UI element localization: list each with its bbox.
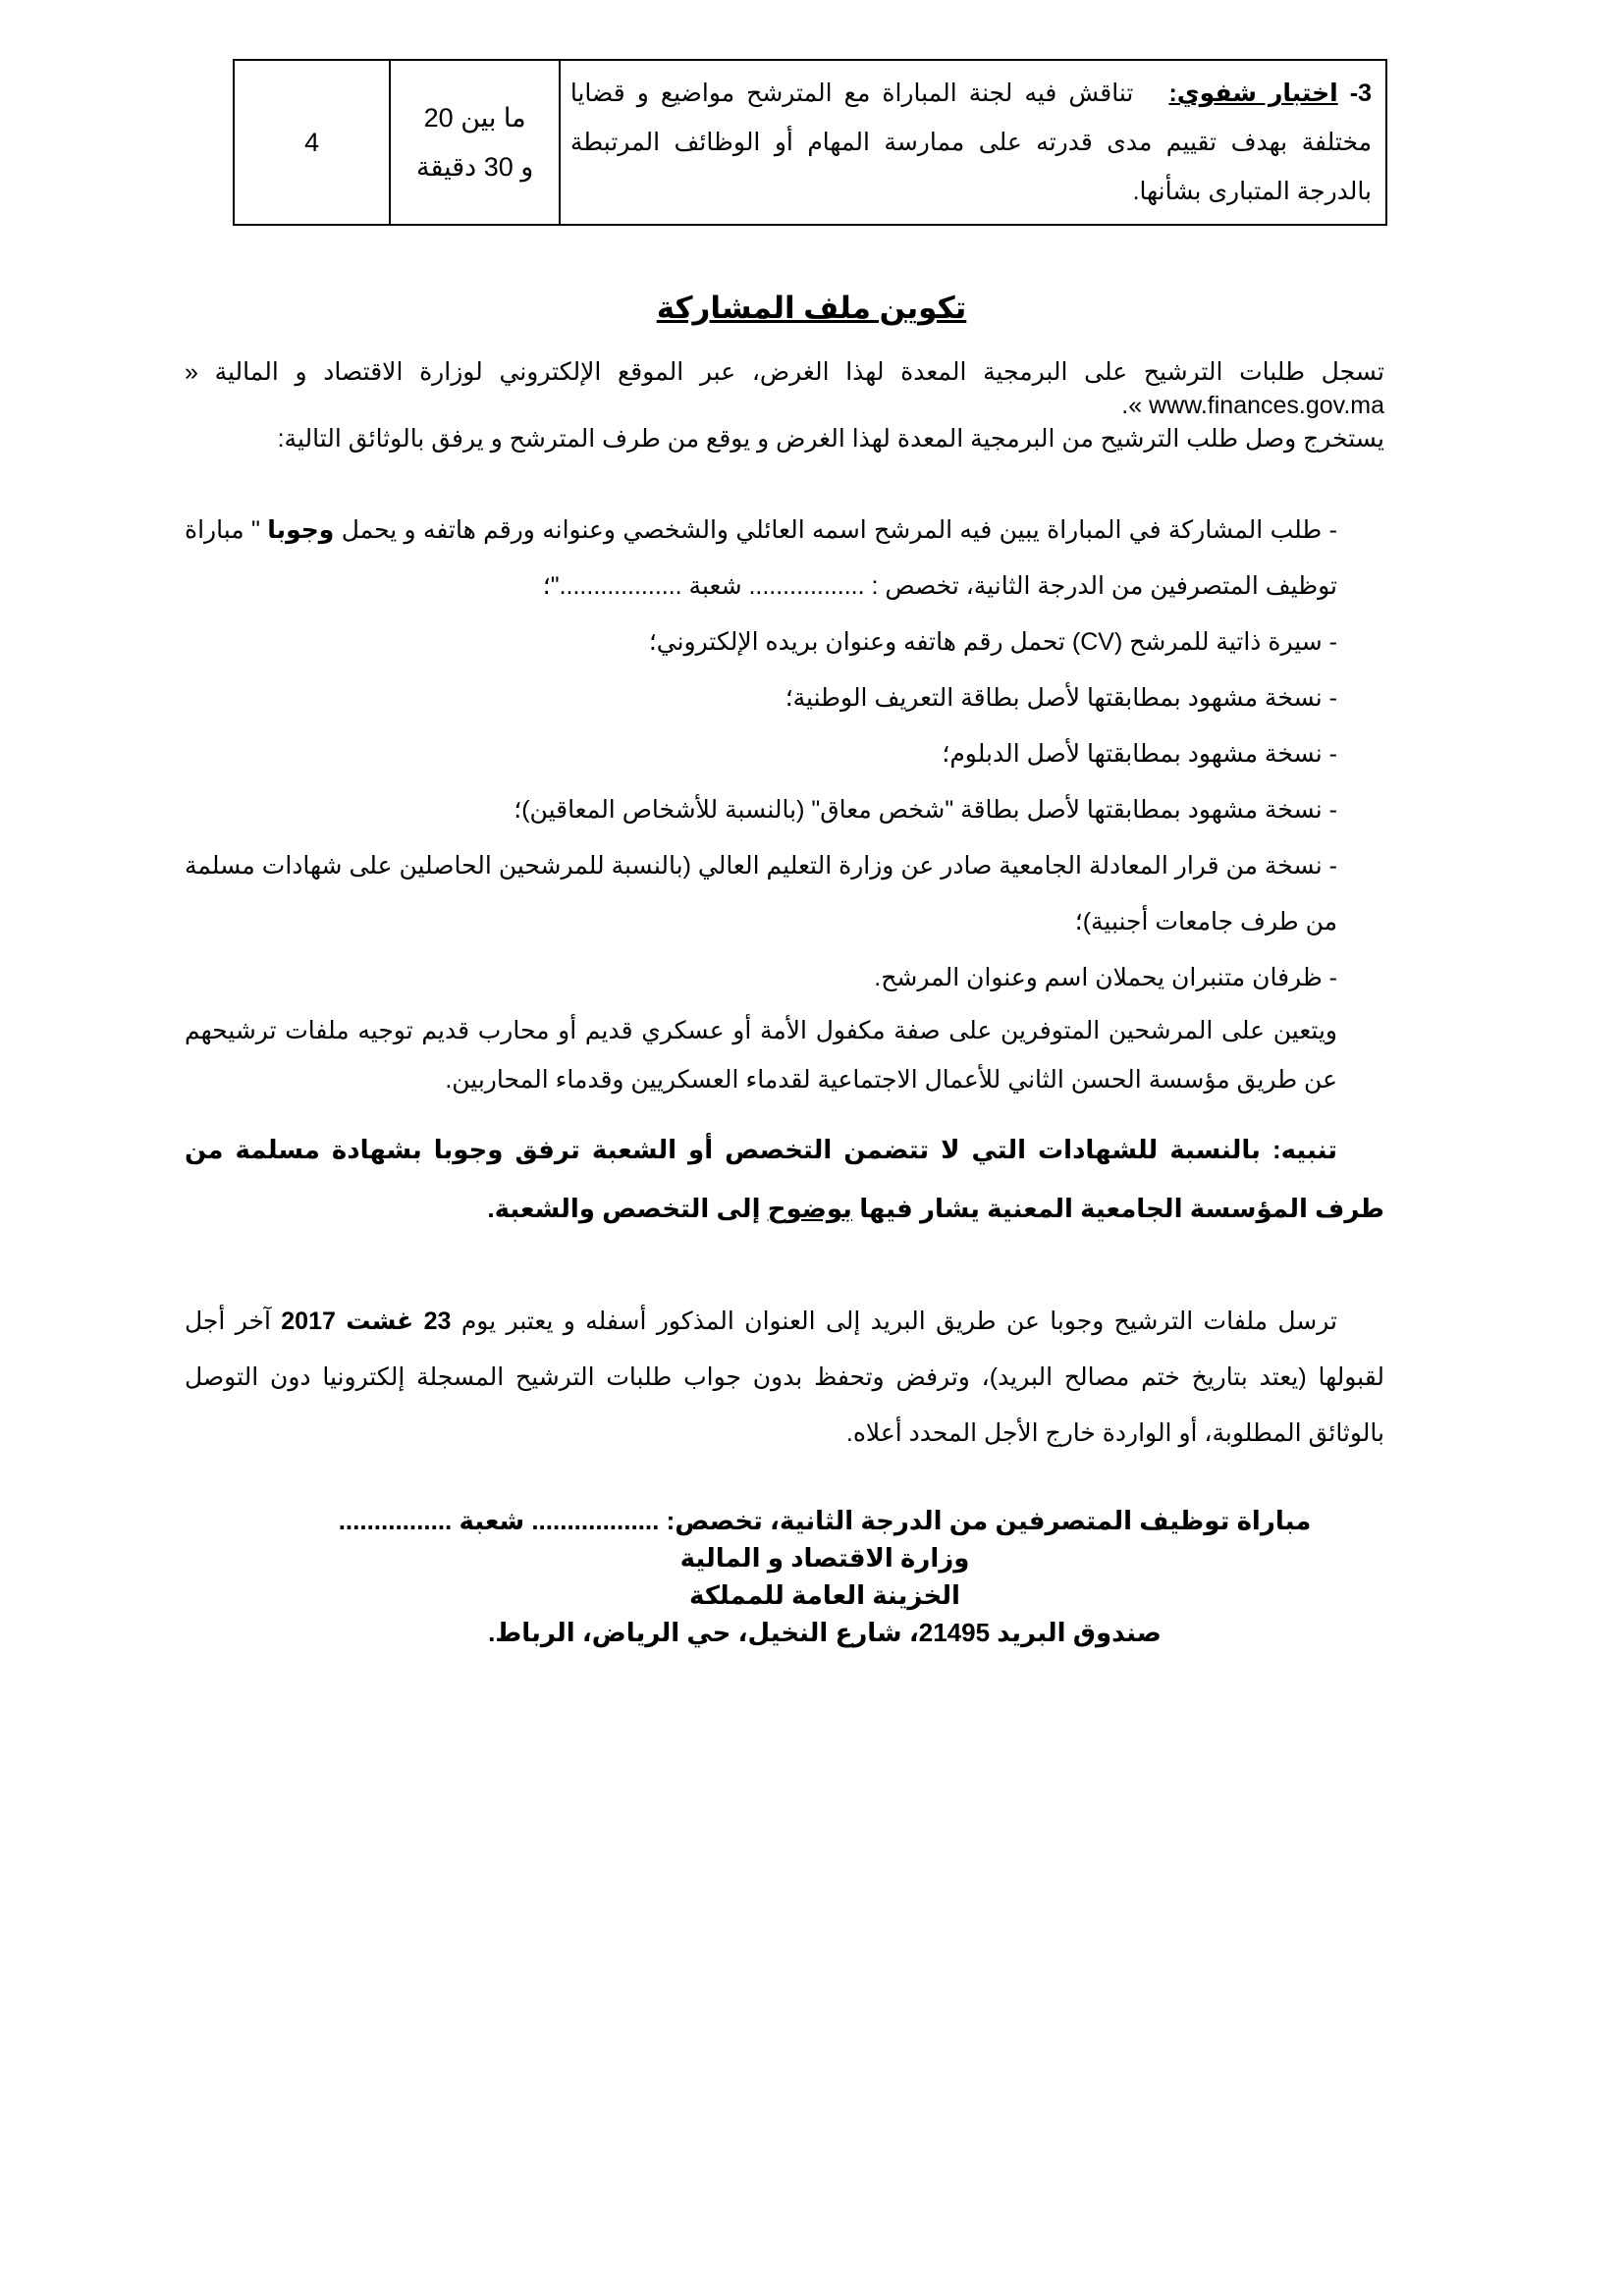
exam-number: 3- — [1349, 80, 1373, 107]
address-line3: الخزينة العامة للمملكة — [689, 1580, 960, 1610]
duration-line2: و 30 دقيقة — [415, 152, 534, 182]
notice-label: تنبيه: — [1271, 1135, 1337, 1164]
notice-underlined: بوضوح — [767, 1194, 852, 1223]
item1-text: - طلب المشاركة في المباراة يبين فيه المرشح اسمه العائلي والشخصي وعنوانه ورقم هاتفه و يحمل — [341, 516, 1337, 544]
list-item: - نسخة مشهود بمطابقتها لأصل بطاقة التعريف الوطنية؛ — [784, 684, 1337, 712]
address-line2: وزارة الاقتصاد و المالية — [679, 1543, 970, 1573]
intro-paragraph — [185, 355, 1384, 455]
list-item — [185, 503, 1384, 614]
list-item: - نسخة مشهود بمطابقتها لأصل الدبلوم؛ — [942, 740, 1337, 768]
section-title: تكوين ملف المشاركة — [656, 291, 967, 325]
exam-coefficient-cell: 4 — [234, 60, 390, 225]
address-line4: صندوق البريد 21495، شارع النخيل، حي الرياض، الرباط. — [488, 1618, 1162, 1647]
list-item: - نسخة مشهود بمطابقتها لأصل بطاقة "شخص معاق" (بالنسبة للأشخاص المعاقين)؛ — [514, 796, 1337, 824]
exam-duration-cell — [390, 60, 559, 225]
website-link[interactable]: « www.finances.gov.ma ». — [185, 358, 1384, 419]
notice-paragraph — [185, 1120, 1384, 1238]
list-item: - سيرة ذاتية للمرشح (CV) تحمل رقم هاتفه وعنوان بريده الإلكتروني؛ — [648, 628, 1337, 656]
submission-text-end: آخر أجل لقبولها (يعتد بتاريخ ختم مصالح البريد)، وترفض وتحفظ بدون جواب طلبات الترشيح المسجلة إلكترونيا دون التوصل بالوثائق المطلوبة، أو الواردة خارج الأجل المحدد أعلاه. — [185, 1308, 1384, 1447]
veterans-paragraph: ويتعين على المرشحين المتوفرين على صفة مكفول الأمة أو عسكري قديم أو محارب قديم توجيه ملفات ترشيحهم عن طريق مؤسسة الحسن الثاني للأعمال الاجتماعية لقدماء العسكريين وقدماء المحاربين. — [185, 1017, 1337, 1094]
submission-paragraph — [185, 1294, 1384, 1462]
exam-description-cell — [560, 60, 1386, 225]
intro-line2: يستخرج وصل طلب الترشيح من البرمجية المعدة لهذا الغرض و يوقع من طرف المترشح و يرفق بالوثائق التالية: — [277, 425, 1384, 453]
exam-title: اختبار شفوي: — [1168, 80, 1338, 107]
mailing-address — [295, 1502, 1355, 1651]
item1-bold: وجوبا — [267, 516, 335, 544]
exam-row-oral — [234, 60, 1386, 225]
exam-table — [233, 59, 1387, 226]
deadline-date: 23 غشت 2017 — [281, 1308, 452, 1335]
submission-text: ترسل ملفات الترشيح وجوبا عن طريق البريد إلى العنوان المذكور أسفله و يعتبر يوم — [460, 1308, 1338, 1335]
exam-text: تناقش فيه لجنة المباراة مع المترشح مواضيع و قضايا مختلفة بهدف تقييم مدى قدرته على ممارسة المهام أو الوظائف المرتبطة بالدرجة المتبارى بشأنها. — [569, 80, 1372, 205]
notice-text-end: إلى التخصص والشعبة. — [487, 1194, 761, 1223]
address-line1: مباراة توظيف المتصرفين من الدرجة الثانية، تخصص: .................. شعبة ................ — [338, 1506, 1312, 1535]
notice-text: بالنسبة للشهادات التي لا تتضمن التخصص أو الشعبة ترفق وجوبا بشهادة مسلمة من طرف المؤسسة الجامعية المعنية يشار فيها — [185, 1135, 1384, 1223]
intro-line1: تسجل طلبات الترشيح على البرمجية المعدة لهذا الغرض، عبر الموقع الإلكتروني لوزارة الاقتصاد و المالية — [214, 358, 1384, 386]
list-item: - نسخة من قرار المعادلة الجامعية صادر عن وزارة التعليم العالي (بالنسبة للمرشحين الحاصلين على شهادات مسلمة من طرف جامعات أجنبية)؛ — [185, 852, 1337, 935]
duration-line1: ما بين 20 — [423, 103, 526, 133]
documents-list — [185, 503, 1384, 1104]
item1-text-end: " مباراة توظيف المتصرفين من الدرجة الثانية، تخصص : ................. شعبة .................."؛ — [185, 516, 1337, 600]
list-item: - ظرفان متنبران يحملان اسم وعنوان المرشح. — [874, 964, 1337, 991]
